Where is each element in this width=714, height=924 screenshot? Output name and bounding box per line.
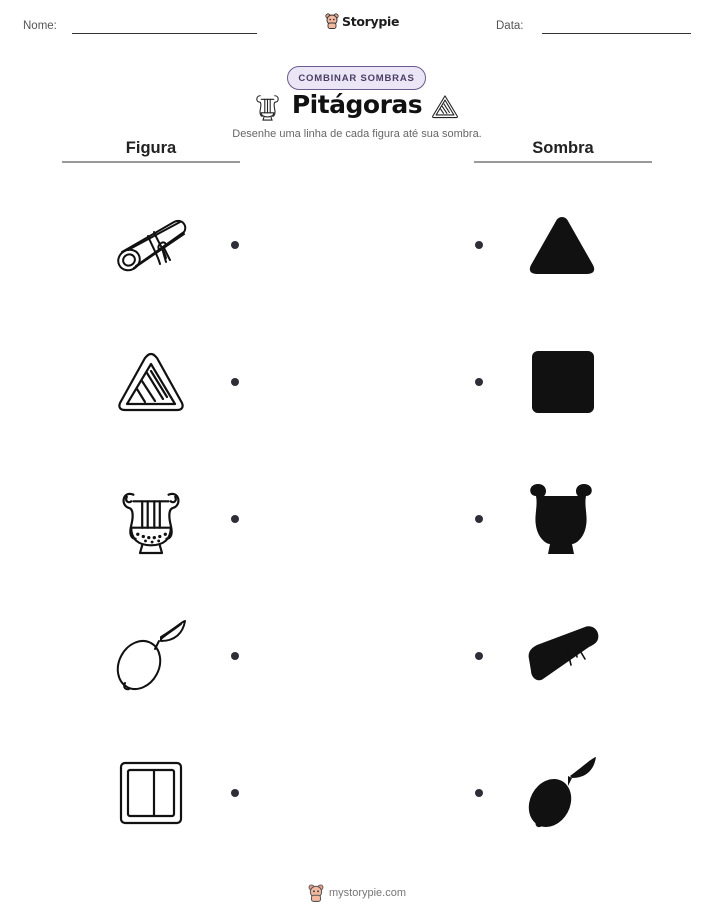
shadow-column-divider (474, 161, 652, 163)
instruction-text: Desenhe uma linha de cada figura até sua sombra. (232, 128, 482, 140)
name-label: Nome: (23, 20, 57, 32)
lyre-icon (118, 483, 184, 557)
page-title: Pitágoras (291, 90, 423, 119)
lyre-shadow-icon (526, 482, 596, 556)
olive-shadow-icon (526, 756, 598, 830)
activity-badge: COMBINAR SOMBRAS (287, 66, 426, 90)
shadow-column-heading: Sombra (532, 139, 594, 157)
brand-name: Storypie (342, 13, 400, 29)
figure-dot-5[interactable] (231, 789, 239, 797)
square-frame-icon (119, 761, 183, 825)
figure-dot-3[interactable] (231, 515, 239, 523)
date-field[interactable] (542, 33, 691, 34)
figure-dot-4[interactable] (231, 652, 239, 660)
date-label: Data: (496, 20, 524, 32)
footer (308, 884, 406, 902)
triangle-shadow-icon (528, 215, 596, 275)
figure-column-divider (62, 161, 240, 163)
shadow-dot-2[interactable] (475, 378, 483, 386)
brand-logo (325, 13, 399, 29)
shadow-dot-3[interactable] (475, 515, 483, 523)
figure-column-heading: Figura (125, 139, 177, 157)
triangle-sign-icon (431, 94, 459, 119)
figure-dot-2[interactable] (231, 378, 239, 386)
olive-icon (115, 619, 187, 693)
footer-url[interactable]: mystorypie.com (329, 887, 407, 899)
triangle-sign-icon (117, 351, 185, 413)
scroll-icon (114, 214, 190, 278)
bear-mascot-icon (325, 13, 339, 29)
name-field[interactable] (72, 33, 257, 34)
shadow-dot-5[interactable] (475, 789, 483, 797)
scroll-shadow-icon (527, 625, 601, 685)
bear-mascot-icon (308, 884, 324, 902)
shadow-dot-1[interactable] (475, 241, 483, 249)
square-shadow-icon (532, 350, 594, 414)
figure-dot-1[interactable] (231, 241, 239, 249)
shadow-dot-4[interactable] (475, 652, 483, 660)
